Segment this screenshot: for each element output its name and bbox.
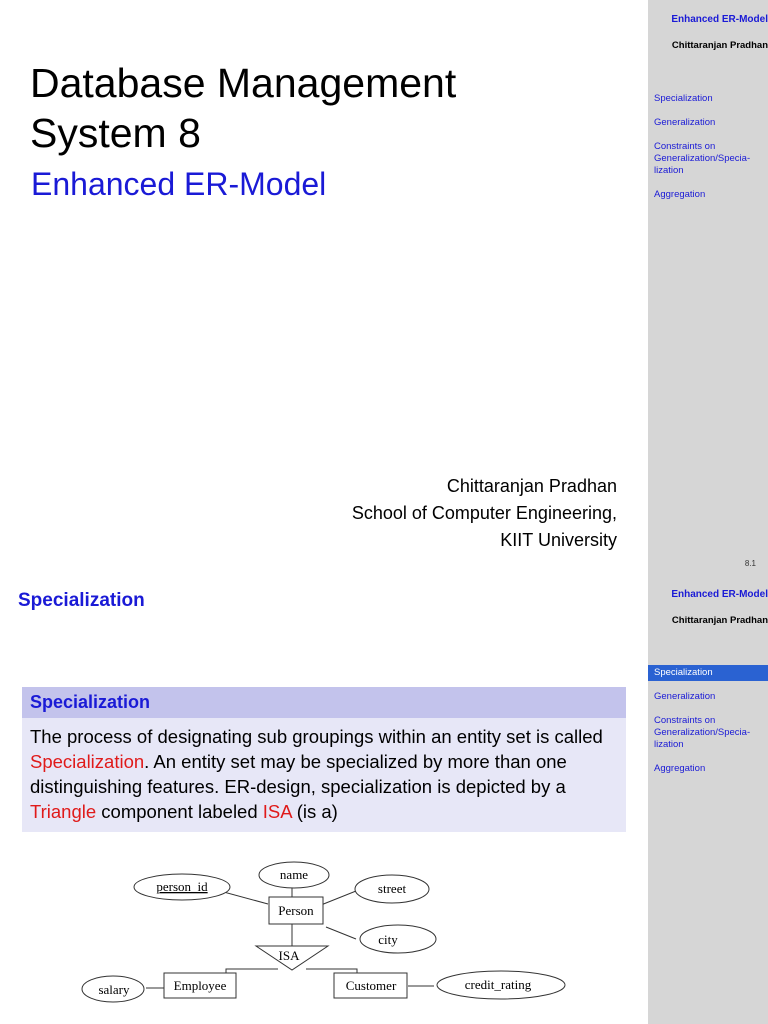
sidebar-title[interactable]: Enhanced ER-Model [671, 589, 768, 600]
edge-city-person [326, 927, 356, 939]
slide-specialization [0, 575, 768, 1024]
title-line-2: System 8 [30, 110, 201, 156]
label-person_id: person_id [156, 879, 208, 894]
author-name: Chittaranjan Pradhan [446, 476, 617, 496]
sidebar-nav [648, 0, 768, 575]
label-salary: salary [98, 982, 130, 997]
sidebar-item-aggregation[interactable]: Aggregation [654, 763, 706, 774]
block-body [22, 718, 626, 832]
author-university: KIIT University [500, 530, 617, 550]
label-name: name [279, 867, 309, 882]
presentation-subtitle: Enhanced ER-Model [31, 166, 327, 202]
author-block [352, 473, 617, 554]
definition-block [22, 687, 626, 832]
label-city: city [378, 932, 398, 947]
body-text-3: component labeled [96, 801, 263, 822]
sidebar-item-aggregation[interactable]: Aggregation [654, 189, 706, 200]
sidebar-title[interactable]: Enhanced ER-Model [671, 14, 768, 25]
term-specialization: Specialization [30, 751, 145, 772]
sidebar-item-generalization[interactable]: Generalization [654, 691, 716, 702]
author-school: School of Computer Engineering, [351, 503, 617, 523]
sidebar-item-generalization[interactable]: Generalization [654, 117, 716, 128]
presentation-title [30, 58, 630, 158]
sidebar-author: Chittaranjan Pradhan [671, 40, 768, 51]
sidebar-section-list [648, 665, 768, 785]
label-employee: Employee [173, 978, 227, 993]
block-title: Specialization [22, 687, 626, 718]
frame-title: Specialization [18, 590, 145, 611]
label-street: street [377, 881, 407, 896]
page-number: 8.1 [744, 559, 756, 568]
body-text-1: The process of designating sub groupings within an entity set is called [30, 726, 603, 747]
term-isa: ISA [262, 801, 292, 822]
label-customer: Customer [345, 978, 397, 993]
title-line-1: Database Management [30, 60, 457, 106]
sidebar-item-specialization[interactable]: Specialization [654, 93, 713, 104]
sidebar-nav-2 [648, 575, 768, 1024]
sidebar-author: Chittaranjan Pradhan [671, 615, 768, 626]
er-diagram [78, 859, 578, 1024]
label-isa: ISA [278, 948, 300, 963]
sidebar-item-specialization[interactable]: Specialization [648, 665, 768, 681]
body-text-2: . An entity set may be specialized by more than one distinguishing features. ER-design, specialization is depicted by a [30, 751, 567, 797]
label-person: Person [278, 903, 314, 918]
sidebar-section-list [648, 91, 768, 211]
term-triangle: Triangle [30, 801, 97, 822]
sidebar-item-constraints[interactable]: Constraints on Generalization/Specia- lization [654, 141, 751, 176]
body-text-4: (is a) [291, 801, 338, 822]
label-credit_rating: credit_rating [464, 977, 532, 992]
attr-city-ellipse [360, 925, 436, 953]
sidebar-item-constraints[interactable]: Constraints on Generalization/Specia- lization [654, 715, 751, 750]
